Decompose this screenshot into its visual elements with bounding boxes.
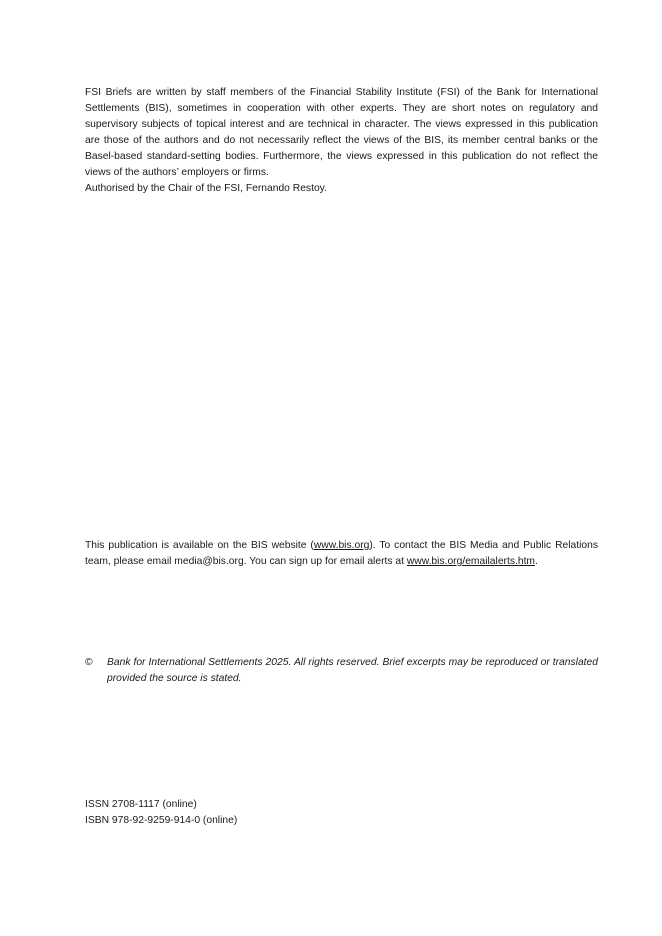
isbn-line: ISBN 978-92-9259-914-0 (online) [85, 815, 238, 826]
availability-section [85, 538, 598, 570]
identifiers-section [85, 797, 598, 829]
copyright-icon: © [85, 657, 93, 668]
bis-website-link[interactable]: www.bis.org [313, 540, 370, 551]
disclaimer-section [85, 85, 598, 181]
issn-line: ISSN 2708-1117 (online) [85, 799, 197, 810]
copyright-section [85, 655, 598, 687]
authorisation-section [85, 181, 598, 197]
authorisation-paragraph: Authorised by the Chair of the FSI, Fernando Restoy. [85, 183, 327, 194]
copyright-text: Bank for International Settlements 2025. All rights reserved. Brief excerpts may be reproduced or translated provided the source is stated. [107, 657, 598, 684]
email-alerts-link[interactable]: www.bis.org/emailalerts.htm [406, 556, 536, 567]
disclaimer-paragraph: FSI Briefs are written by staff members of the Financial Stability Institute (FSI) of the Bank for International Settlements (BIS), sometimes in cooperation with other experts. They are short notes on regulatory and supervisory subjects of topical interest and are technical in character. The views expressed in this publication are those of the authors and do not necessarily reflect the views of the BIS, its member central banks or the Basel-based standard-setting bodies. Furthermore, the views expressed in this publication do not reflect the views of the authors’ employers or firms. [85, 87, 598, 178]
availability-paragraph [85, 538, 598, 570]
availability-text-2: ). To contact the BIS Media and Public Relations team, please email media@bis.org. You can sign up for email alerts at [85, 540, 599, 567]
availability-text-3: . [535, 556, 538, 567]
availability-text-1: This publication is available on the BIS website ( [85, 540, 314, 551]
